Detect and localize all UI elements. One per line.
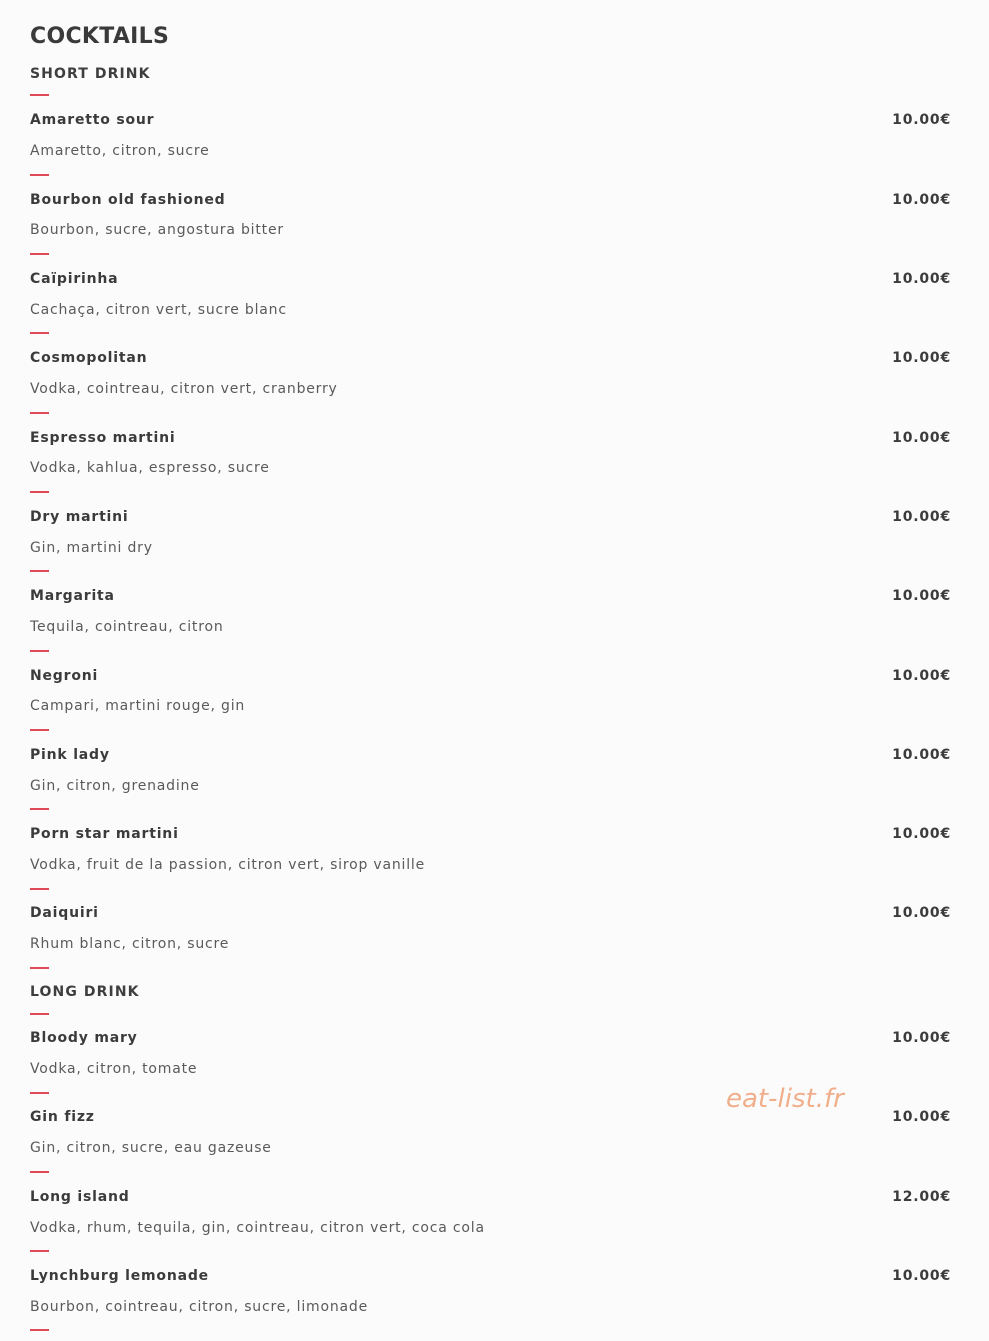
item-description: Gin, citron, grenadine: [30, 778, 200, 794]
item-name: Espresso martini: [30, 430, 176, 446]
section-heading-long-drink: LONG DRINK: [30, 984, 140, 1000]
item-name: Pink lady: [30, 747, 110, 763]
accent-divider: [30, 412, 49, 414]
item-price: 10.00€: [892, 588, 951, 604]
item-description: Amaretto, citron, sucre: [30, 143, 210, 159]
item-description: Vodka, rhum, tequila, gin, cointreau, citron vert, coca cola: [30, 1220, 485, 1236]
item-price: 10.00€: [892, 1109, 951, 1125]
item-description: Campari, martini rouge, gin: [30, 698, 246, 714]
section-heading-short-drink: SHORT DRINK: [30, 66, 151, 82]
item-name: Negroni: [30, 668, 99, 684]
item-name: Long island: [30, 1189, 130, 1205]
accent-divider: [30, 650, 49, 652]
item-description: Gin, martini dry: [30, 540, 153, 556]
item-name: Porn star martini: [30, 826, 179, 842]
item-price: 12.00€: [892, 1189, 951, 1205]
accent-divider: [30, 1329, 49, 1331]
accent-divider: [30, 1171, 49, 1173]
item-name: Amaretto sour: [30, 112, 155, 128]
item-name: Margarita: [30, 588, 115, 604]
accent-divider: [30, 491, 49, 493]
item-price: 10.00€: [892, 350, 951, 366]
item-description: Rhum blanc, citron, sucre: [30, 936, 230, 952]
item-price: 10.00€: [892, 1268, 951, 1284]
item-price: 10.00€: [892, 430, 951, 446]
item-description: Bourbon, sucre, angostura bitter: [30, 222, 284, 238]
item-description: Vodka, kahlua, espresso, sucre: [30, 460, 270, 476]
item-name: Cosmopolitan: [30, 350, 148, 366]
item-name: Gin fizz: [30, 1109, 95, 1125]
accent-divider: [30, 729, 49, 731]
item-price: 10.00€: [892, 668, 951, 684]
item-price: 10.00€: [892, 192, 951, 208]
accent-divider: [30, 174, 49, 176]
accent-divider: [30, 94, 49, 96]
item-description: Tequila, cointreau, citron: [30, 619, 224, 635]
accent-divider: [30, 888, 49, 890]
accent-divider: [30, 332, 49, 334]
accent-divider: [30, 1013, 49, 1015]
item-description: Vodka, cointreau, citron vert, cranberry: [30, 381, 338, 397]
item-price: 10.00€: [892, 747, 951, 763]
item-description: Vodka, citron, tomate: [30, 1061, 198, 1077]
item-description: Cachaça, citron vert, sucre blanc: [30, 302, 287, 318]
item-price: 10.00€: [892, 826, 951, 842]
item-name: Dry martini: [30, 509, 129, 525]
item-name: Bourbon old fashioned: [30, 192, 226, 208]
item-name: Caïpirinha: [30, 271, 119, 287]
item-price: 10.00€: [892, 112, 951, 128]
item-name: Lynchburg lemonade: [30, 1268, 209, 1284]
item-name: Bloody mary: [30, 1030, 138, 1046]
accent-divider: [30, 967, 49, 969]
item-price: 10.00€: [892, 509, 951, 525]
item-description: Vodka, fruit de la passion, citron vert, sirop vanille: [30, 857, 426, 873]
item-description: Bourbon, cointreau, citron, sucre, limonade: [30, 1299, 368, 1315]
watermark: eat-list.fr: [726, 1084, 844, 1114]
page-title: COCKTAILS: [30, 24, 170, 49]
item-price: 10.00€: [892, 1030, 951, 1046]
accent-divider: [30, 570, 49, 572]
accent-divider: [30, 1250, 49, 1252]
item-name: Daiquiri: [30, 905, 99, 921]
item-description: Gin, citron, sucre, eau gazeuse: [30, 1140, 272, 1156]
item-price: 10.00€: [892, 905, 951, 921]
accent-divider: [30, 1092, 49, 1094]
accent-divider: [30, 808, 49, 810]
item-price: 10.00€: [892, 271, 951, 287]
accent-divider: [30, 253, 49, 255]
